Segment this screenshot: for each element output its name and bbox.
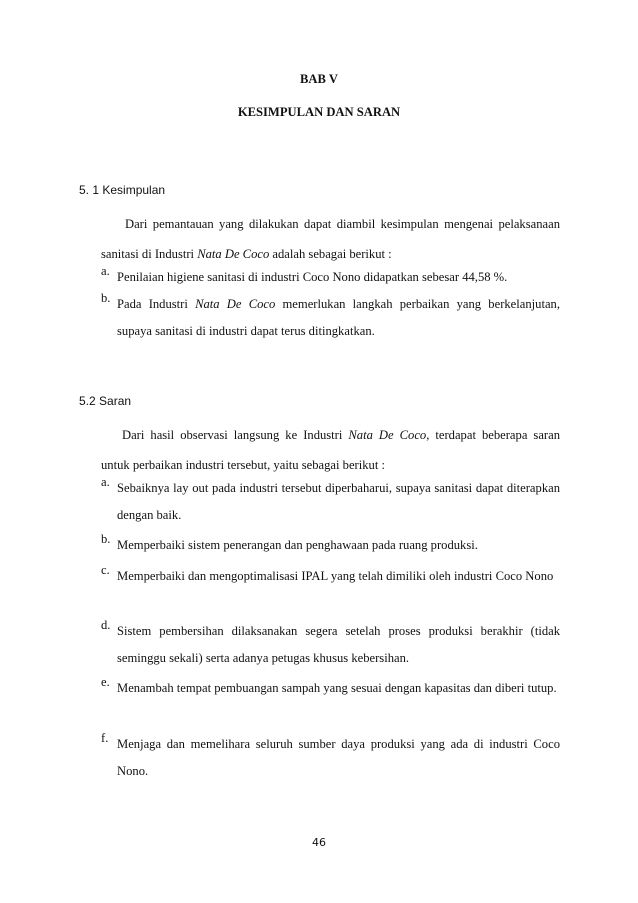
list-item-text: Sistem pembersihan dilaksanakan segera setelah proses produksi berakhir (tidak seminggu sekali) serta adanya petugas khusus kebersihan. [117,624,560,665]
page-number: 46 [312,836,326,849]
section-heading-saran: 5.2 Saran [79,394,132,408]
kesimpulan-intro-italic: Nata De Coco [197,247,270,261]
list-marker: f. [101,731,109,745]
list-marker: b. [101,532,111,546]
saran-intro-paragraph [101,420,560,480]
list-item-text-italic: Nata De Coco [195,297,276,311]
saran-item-f [101,731,560,785]
list-item-text: Menjaga dan memelihara seluruh sumber daya produksi yang ada di industri Coco Nono. [117,737,560,778]
saran-item-c [101,563,560,590]
list-marker: e. [101,675,110,689]
kesimpulan-item-b [101,291,560,345]
saran-item-a [101,475,560,529]
list-marker: a. [101,264,110,278]
list-item-text: Memperbaiki sistem penerangan dan penghawaan pada ruang produksi. [117,538,478,552]
kesimpulan-intro-paragraph [101,209,560,269]
list-item-text: Sebaiknya lay out pada industri tersebut diperbaharui, supaya sanitasi dapat diterapkan dengan baik. [117,481,560,522]
kesimpulan-item-a [101,264,560,291]
list-item-text: Menambah tempat pembuangan sampah yang sesuai dengan kapasitas dan diberi tutup. [117,681,557,695]
chapter-number: BAB V [300,72,338,86]
saran-intro-text-2: , terdapat beberapa saran untuk perbaikan industri tersebut, yaitu sebagai berikut : [101,428,561,472]
list-item-text: Penilaian higiene sanitasi di industri Coco Nono didapatkan sebesar 44,58 %. [117,270,508,284]
saran-item-e [101,675,560,702]
list-item-text-pre: Pada Industri [117,297,196,311]
section-heading-kesimpulan: 5. 1 Kesimpulan [79,183,166,197]
list-marker: c. [101,563,110,577]
list-item-text [117,291,560,345]
list-marker: a. [101,475,110,489]
kesimpulan-intro-text-2: adalah sebagai berikut : [269,247,392,261]
saran-intro-italic: Nata De Coco [348,428,427,442]
list-item-text-post: memerlukan langkah perbaikan yang berkelanjutan, supaya sanitasi di industri dapat terus ditingkatkan. [117,297,560,338]
chapter-title: KESIMPULAN DAN SARAN [237,105,401,119]
list-item-text: Memperbaiki dan mengoptimalisasi IPAL yang telah dimiliki oleh industri Coco Nono [117,569,554,583]
saran-item-d [101,618,560,672]
list-marker: b. [101,291,111,305]
kesimpulan-intro-text-1: Dari pemantauan yang dilakukan dapat diambil kesimpulan mengenai pelaksanaan sanitasi di Industri [101,217,560,261]
saran-item-b [101,532,560,559]
saran-intro-text-1: Dari hasil observasi langsung ke Industri [122,428,349,442]
list-marker: d. [101,618,111,632]
